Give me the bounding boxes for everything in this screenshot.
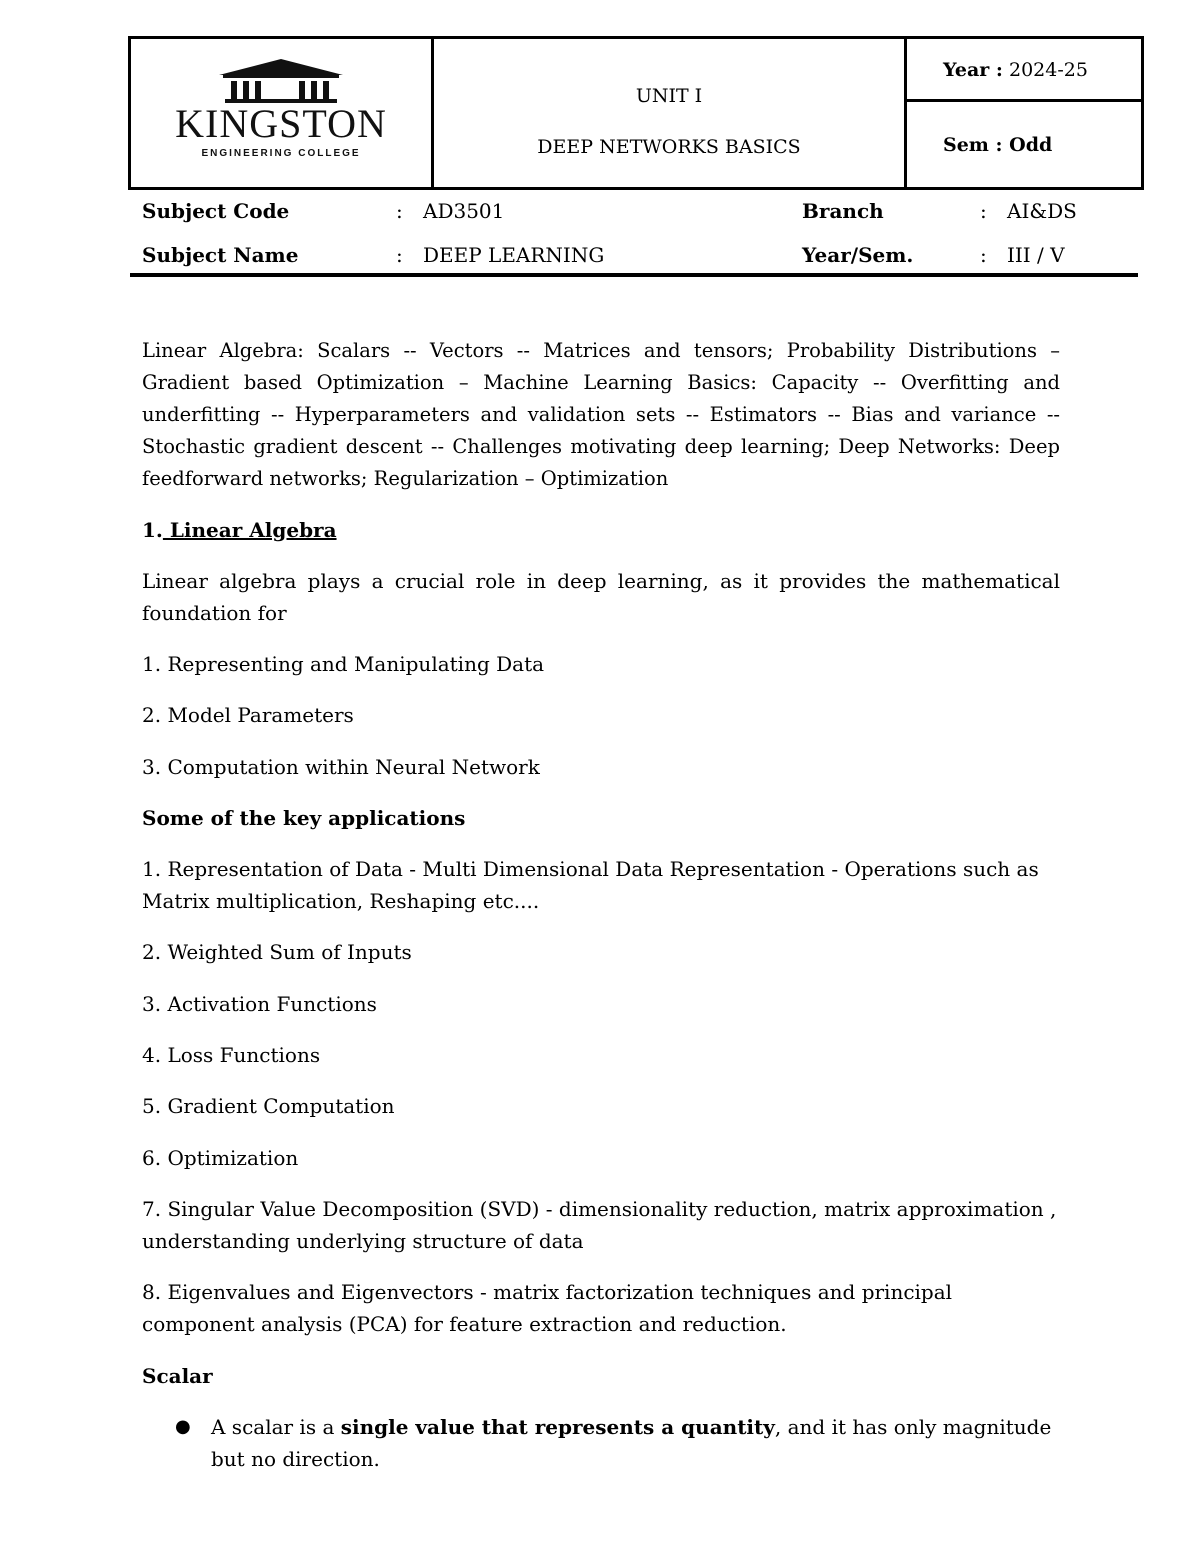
sem-cell [907, 102, 1141, 187]
yearsem-label: Year/Sem. [802, 243, 914, 267]
section-title: Linear Algebra [162, 518, 337, 542]
bullet-dot-icon: ● [175, 1416, 191, 1437]
list-item: 8. Eigenvalues and Eigenvectors - matrix factorization techniques and principal component analysis (PCA) for feature extraction and reduction. [142, 1280, 953, 1336]
list-item: 3. Computation within Neural Network [142, 755, 540, 779]
subject-name-value: DEEP LEARNING [423, 243, 605, 267]
list-item: 3. Activation Functions [142, 992, 377, 1016]
svg-text:ENGINEERING COLLEGE: ENGINEERING COLLEGE [201, 148, 361, 159]
college-logo [139, 53, 423, 173]
list-item: 2. Model Parameters [142, 703, 354, 727]
unit-number: UNIT I [635, 85, 703, 107]
branch-value: AI&DS [1007, 199, 1077, 223]
sem-text: Sem : Odd [943, 134, 1053, 156]
list-item: 7. Singular Value Decomposition (SVD) - dimensionality reduction, matrix approximation , understanding underlying structure of data [142, 1197, 1057, 1253]
scalar-heading: Scalar [142, 1364, 213, 1388]
list-item: 6. Optimization [142, 1146, 299, 1170]
svg-text:KINGSTON: KINGSTON [175, 101, 387, 146]
syllabus-paragraph: Linear Algebra: Scalars -- Vectors -- Matrices and tensors; Probability Distributions – Gradient based Optimization – Machine Learning Basics: Capacity -- Overfitting and underfitting -- Hyperparameters and validation sets -- Estimators -- Bias and variance -- Stochastic gradient descent -- Challenges motivating deep learning; Deep Networks: Deep feedforward networks; Regularization – Optimization [142, 339, 1060, 490]
list-item: 1. Representation of Data - Multi Dimensional Data Representation - Operations such as Matrix multiplication, Reshaping etc.... [142, 857, 1039, 913]
list-item: 1. Representing and Manipulating Data [142, 652, 545, 676]
key-applications-heading: Some of the key applications [142, 806, 466, 830]
section-heading: 1. Linear Algebra [142, 518, 337, 542]
list-item: 5. Gradient Computation [142, 1094, 395, 1118]
list-item: 4. Loss Functions [142, 1043, 321, 1067]
branch-label: Branch [802, 199, 884, 223]
document-page: KINGSTON ENGINEERING COLLEGE UNIT I DEEP NETWORKS BASICS Year : 2024-25 Sem : Odd Subject Code : AD3501 Branch : AI&DS Subject Name : DEEP LEARNING Year/Sem. : III / V Linear Algebra: Scalars -- Vectors -- Matrices and tensors; Probability Distributions – Gradient based Optimization – Machine Learning Basics: Capacity -- Overfitting and underfitting -- Hyperparameters and validation sets -- Estimators -- Bias and variance -- Stochastic gradient descent -- Challenges motivating deep learning; Deep Networks: Deep feedforward networks; Regularization – Optimization 1. Linear Algebra Linear algebra plays a crucial role in deep learning, as it provides the mathematical foundation for 1. Representing and Manipulating Data 2. Model Parameters 3. Computation within Neural Network Some of the key applications 1. Representation of Data - Multi Dimensional Data Representation - Operations such as Matrix multiplication, Reshaping etc.... 2. Weighted Sum of Inputs 3. Activation Functions 4. Loss Functions 5. Gradient Computation 6. Optimization 7. Singular Value Decomposition (SVD) - dimensionality reduction, matrix approximation , understanding underlying structure of data 8. Eigenvalues and Eigenvectors - matrix factorization techniques and principal component analysis (PCA) for feature extraction and reduction. Scalar ● A scalar is a single value that represents a quantity, and it has only magnitude but no direction. [0, 0, 1200, 1553]
subject-code-value: AD3501 [423, 199, 505, 223]
year-value: 2024-25 [1009, 59, 1088, 81]
header-rule [130, 273, 1138, 277]
unit-title: DEEP NETWORKS BASICS [537, 136, 801, 158]
section-intro: Linear algebra plays a crucial role in deep learning, as it provides the mathematical foundation for [142, 569, 1060, 625]
subject-code-label: Subject Code [142, 199, 290, 223]
year-text: Year : 2024-25 [943, 59, 1088, 81]
list-item: 2. Weighted Sum of Inputs [142, 940, 412, 964]
scalar-definition: A scalar is a single value that represents a quantity, and it has only magnitude but no direction. [211, 1415, 1052, 1471]
unit-cell [434, 39, 907, 187]
header-table [128, 36, 1144, 190]
yearsem-value: III / V [1007, 243, 1065, 267]
logo-cell [131, 39, 434, 187]
subject-name-label: Subject Name [142, 243, 299, 267]
year-cell [907, 39, 1141, 102]
